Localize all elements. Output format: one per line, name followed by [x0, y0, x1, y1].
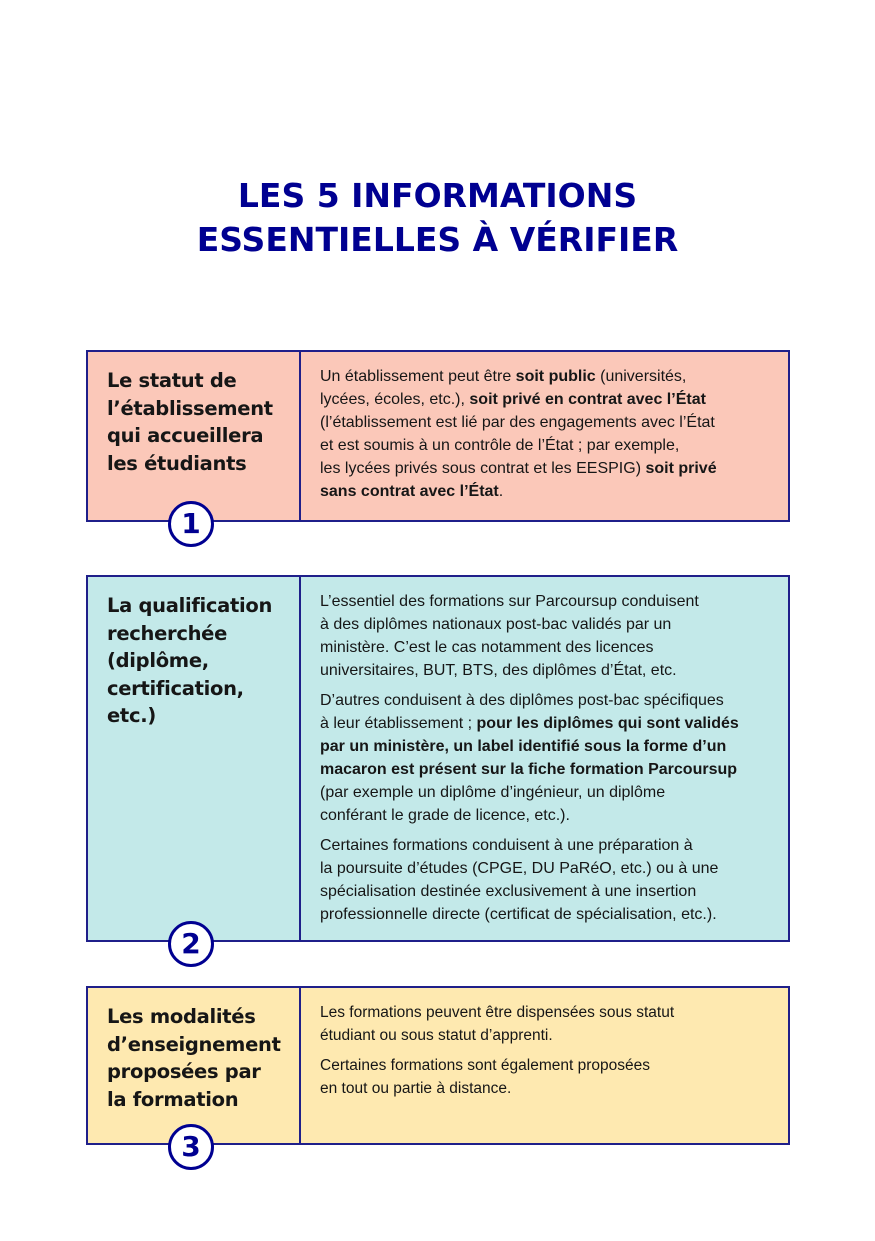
card-heading-line: certification, — [107, 676, 244, 700]
card-heading-line: (diplôme, — [107, 649, 209, 672]
card-heading — [107, 1003, 299, 1113]
text-line: Les formations peuvent être dispensées sous statut — [320, 1004, 675, 1021]
text-run: lycées, écoles, etc.), — [320, 391, 470, 408]
card-heading-line: l’établissement — [107, 396, 273, 420]
page-title — [0, 174, 875, 262]
card-heading-cell — [88, 577, 301, 960]
card-heading-line: d’enseignement — [107, 1032, 281, 1056]
text-line — [320, 712, 778, 735]
card-heading-line: les étudiants — [107, 451, 247, 475]
text-line: spécialisation destinée exclusivement à une insertion — [320, 883, 697, 900]
info-card-modalites — [86, 986, 790, 1163]
card-paragraph — [320, 365, 778, 503]
text-run: (universités, — [595, 368, 687, 385]
card-paragraph — [320, 1001, 778, 1047]
text-line — [320, 365, 778, 388]
card-paragraph — [320, 834, 778, 926]
card-heading — [107, 367, 299, 477]
text-line: ministère. C’est le cas notamment des licences — [320, 639, 654, 656]
number-badge-2: 2 — [168, 921, 214, 967]
text-run: Un établissement peut être — [320, 368, 516, 385]
text-line: conférant le grade de licence, etc.). — [320, 807, 570, 824]
text-line-bold: macaron est présent sur la fiche formation Parcoursup — [320, 761, 738, 778]
text-run-bold: soit privé en contrat avec l’État — [469, 391, 706, 408]
text-line: universitaires, BUT, BTS, des diplômes d’État, etc. — [320, 662, 677, 679]
text-line-bold: par un ministère, un label identifié sous la forme d’un — [320, 738, 727, 755]
text-line — [320, 480, 778, 503]
card-body — [301, 988, 788, 1143]
card-body — [301, 577, 788, 940]
number-badge-1: 1 — [168, 501, 214, 547]
text-line: en tout ou partie à distance. — [320, 1080, 512, 1097]
text-line: (l’établissement est lié par des engagements avec l’État — [320, 414, 715, 431]
card-paragraph — [320, 590, 778, 682]
page-title-line-2: ESSENTIELLES À VÉRIFIER — [196, 220, 679, 259]
text-line: Certaines formations sont également proposées — [320, 1057, 650, 1074]
text-run-bold: soit privé — [645, 460, 717, 477]
card-heading-line: La qualification — [107, 594, 273, 617]
info-card-statut — [86, 350, 790, 540]
text-line: professionnelle directe (certificat de spécialisation, etc.). — [320, 906, 717, 923]
text-run-bold: soit public — [515, 368, 596, 385]
card-heading-line: Le statut de — [107, 369, 237, 392]
text-line: la poursuite d’études (CPGE, DU PaRéO, etc.) ou à une — [320, 860, 719, 877]
text-run-bold: pour les diplômes qui sont validés — [476, 715, 739, 732]
card-heading-line: qui accueillera — [107, 424, 264, 447]
card-heading-cell — [88, 988, 301, 1163]
text-line: et est soumis à un contrôle de l’État ; par exemple, — [320, 437, 680, 454]
card-heading-line: la formation — [107, 1087, 239, 1111]
info-card-qualification — [86, 575, 790, 960]
text-line — [320, 388, 778, 411]
card-paragraph — [320, 1054, 778, 1100]
text-line: à des diplômes nationaux post-bac validés par un — [320, 616, 672, 633]
card-body — [301, 352, 788, 520]
card-heading-line: etc.) — [107, 704, 156, 727]
text-line: L’essentiel des formations sur Parcoursup conduisent — [320, 593, 699, 610]
text-run: à leur établissement ; — [320, 715, 477, 732]
card-heading — [107, 592, 299, 730]
text-line: Certaines formations conduisent à une préparation à — [320, 837, 693, 854]
text-line: étudiant ou sous statut d’apprenti. — [320, 1027, 553, 1044]
page-title-line-1: LES 5 INFORMATIONS — [237, 176, 638, 215]
card-heading-cell — [88, 352, 301, 540]
text-run-bold: sans contrat avec l’État — [320, 483, 499, 500]
text-line: (par exemple un diplôme d’ingénieur, un diplôme — [320, 784, 666, 801]
card-heading-line: recherchée — [107, 621, 228, 645]
text-run: . — [498, 483, 504, 500]
text-line — [320, 457, 778, 480]
text-run: les lycées privés sous contrat et les EESPIG) — [320, 460, 646, 477]
card-paragraph — [320, 689, 778, 827]
text-line: D’autres conduisent à des diplômes post-bac spécifiques — [320, 692, 724, 709]
card-heading-line: Les modalités — [107, 1005, 256, 1028]
number-badge-3: 3 — [168, 1124, 214, 1170]
card-heading-line: proposées par — [107, 1060, 261, 1083]
